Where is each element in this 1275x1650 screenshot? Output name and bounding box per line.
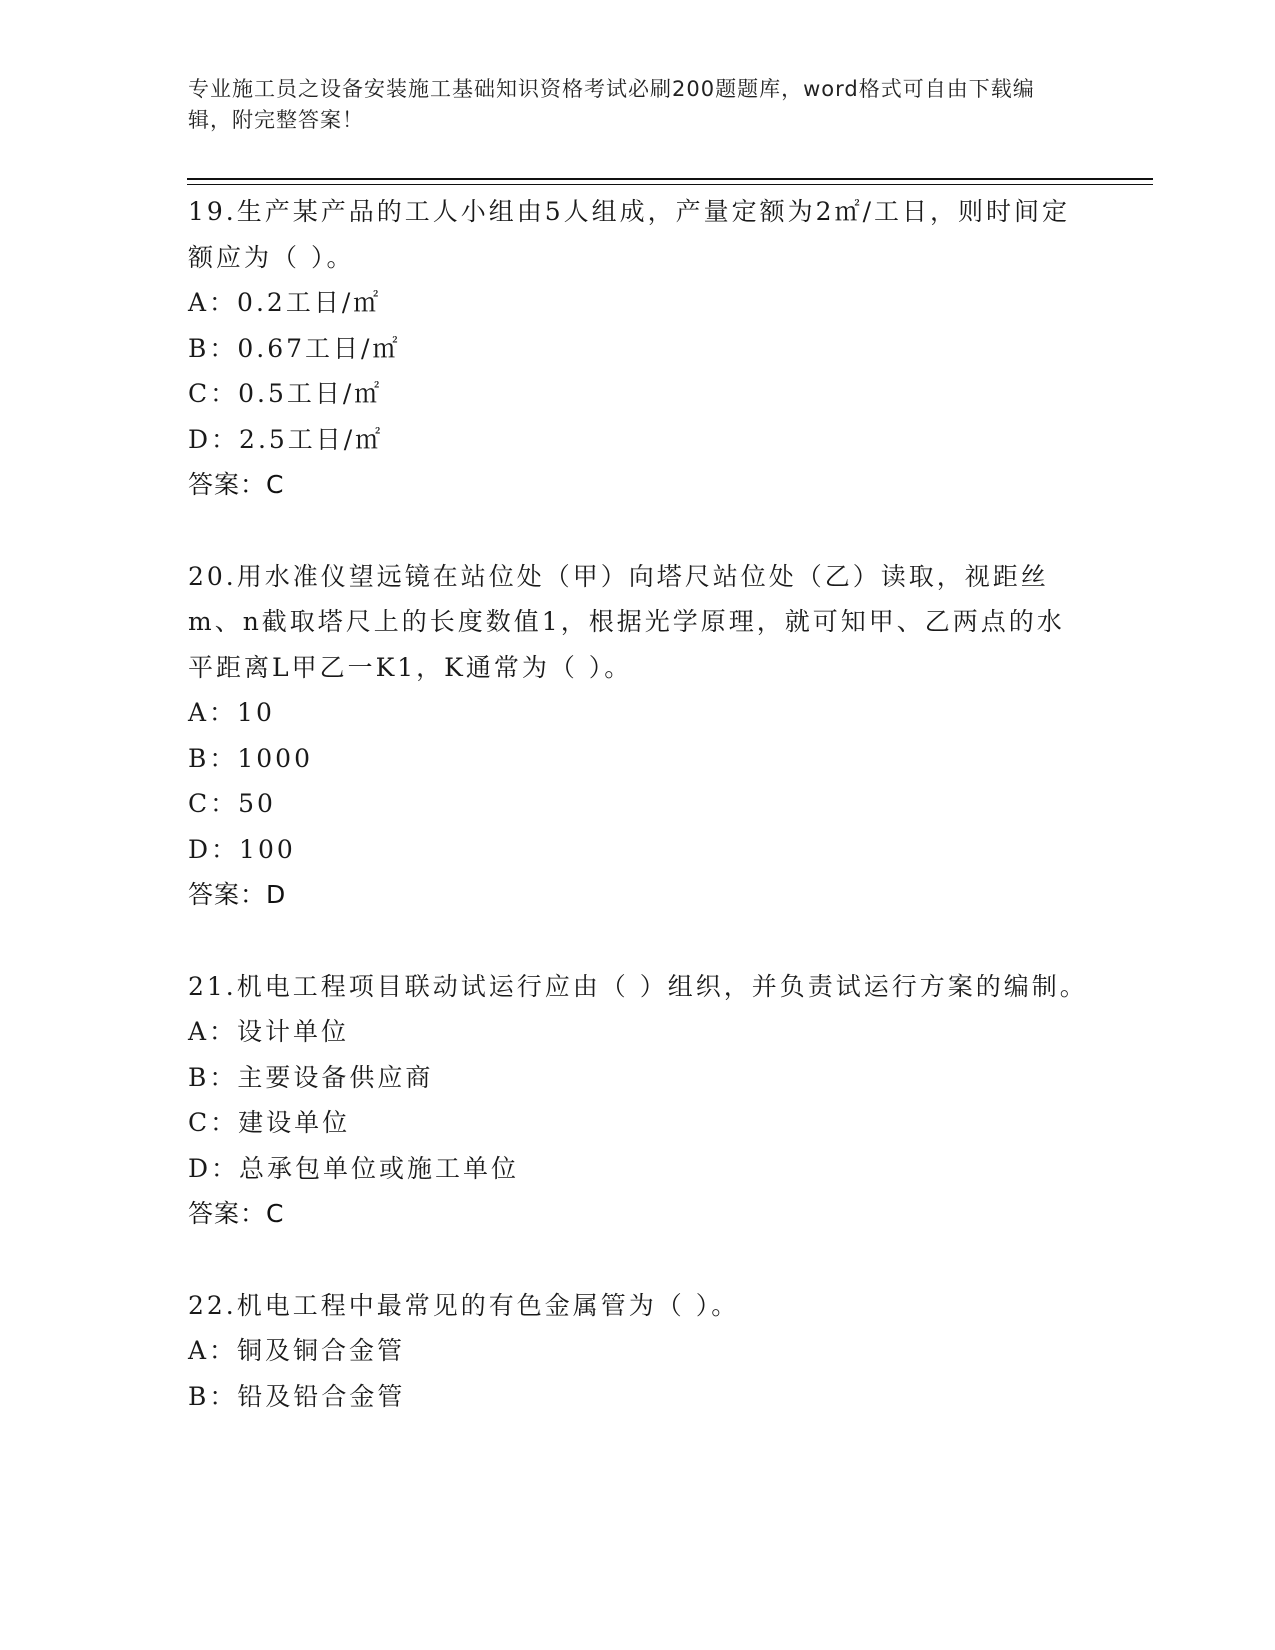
option-b: B：铅及铅合金管 (188, 1381, 406, 1411)
question-stem: 19.生产某产品的工人小组由5人组成，产量定额为2㎡/工日，则时间定额应为（ ）。 (188, 197, 1070, 272)
question-list (188, 188, 1088, 1419)
question-stem: 21.机电工程项目联动试运行应由（ ）组织，并负责试运行方案的编制。 (188, 971, 1088, 1001)
answer-line: 答案：C (188, 1199, 285, 1228)
answer-line: 答案：C (188, 470, 285, 499)
question-21 (188, 963, 1088, 1237)
option-a: A：铜及铜合金管 (188, 1336, 406, 1365)
question-spacer (188, 508, 1088, 553)
option-b: B：1000 (188, 743, 313, 773)
option-b: B：主要设备供应商 (188, 1062, 434, 1092)
question-spacer (188, 1237, 1088, 1282)
option-c: C：建设单位 (188, 1108, 351, 1137)
option-c: C：50 (188, 789, 276, 818)
question-spacer (188, 918, 1088, 963)
option-a: A：设计单位 (188, 1017, 350, 1046)
option-d: D：总承包单位或施工单位 (188, 1153, 520, 1183)
header-divider-thick (187, 178, 1153, 180)
question-22 (188, 1282, 1088, 1420)
answer-line: 答案：D (188, 880, 287, 909)
option-b: B：0.67工日/㎡ (188, 333, 401, 363)
option-d: D：100 (188, 834, 296, 864)
header-divider-thin (187, 184, 1153, 185)
option-c: C：0.5工日/㎡ (188, 379, 383, 408)
option-a: A：0.2工日/㎡ (188, 288, 382, 317)
document-header: 专业施工员之设备安装施工基础知识资格考试必刷200题题库，word格式可自由下载编辑，附完整答案！ (188, 77, 1035, 132)
question-stem: 20.用水准仪望远镜在站位处（甲）向塔尺站位处（乙）读取，视距丝m、n截取塔尺上的长度数值1，根据光学原理，就可知甲、乙两点的水平距离L甲乙一K1，K通常为（ ）。 (188, 561, 1065, 682)
question-stem: 22.机电工程中最常见的有色金属管为（ ）。 (188, 1290, 740, 1320)
question-20 (188, 553, 1088, 918)
question-19 (188, 188, 1088, 508)
option-a: A：10 (188, 698, 275, 727)
option-d: D：2.5工日/㎡ (188, 424, 384, 454)
